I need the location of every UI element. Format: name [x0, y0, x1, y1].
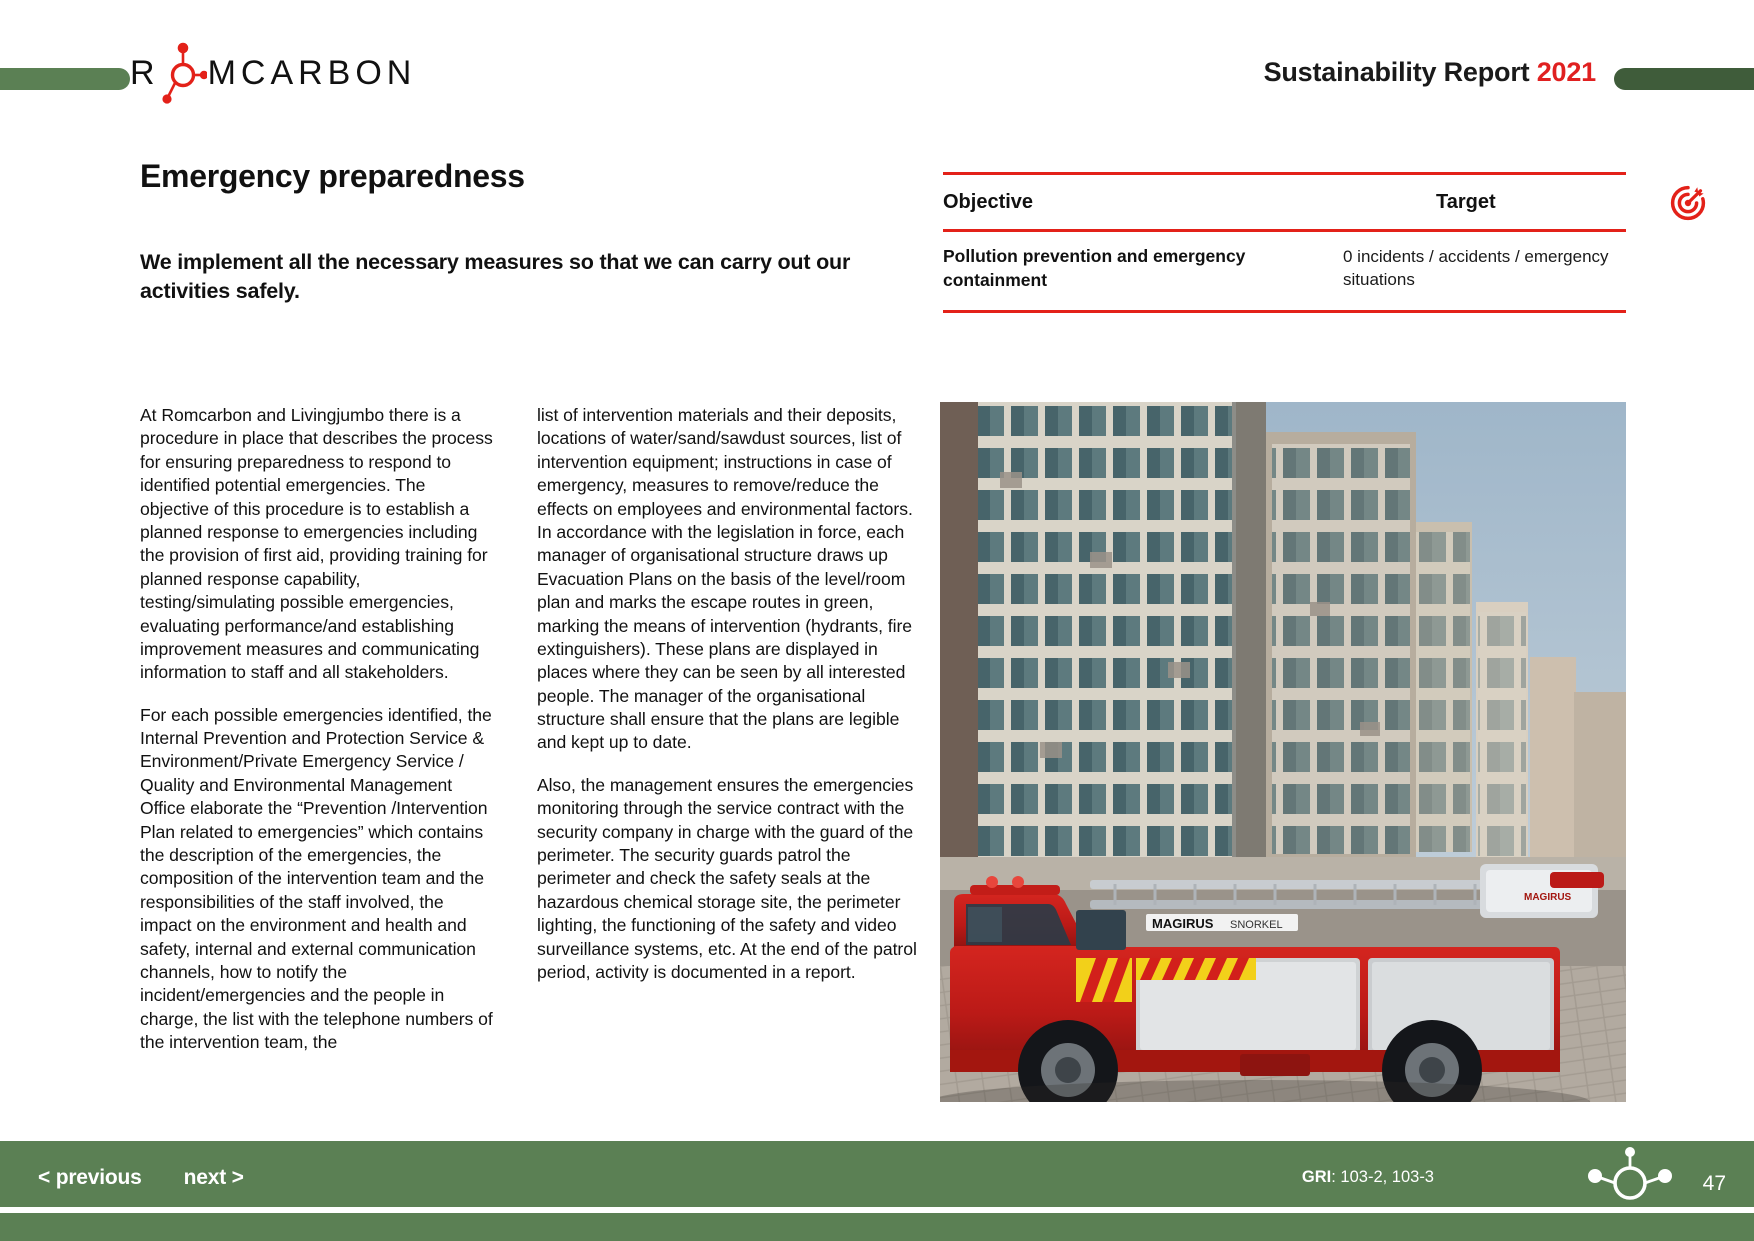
body-text-column-1: [140, 404, 498, 1055]
table-bottom-rule: [943, 310, 1626, 313]
footer-band: [0, 1141, 1754, 1207]
gri-reference: [1302, 1168, 1434, 1187]
page-number: 47: [1702, 1172, 1726, 1195]
gri-label: GRI: [1301, 1168, 1332, 1186]
page-lede: We implement all the necessary measures so that we can carry out our activities safely.: [140, 250, 851, 304]
page-navigation: [38, 1166, 244, 1190]
romcarbon-molecule-mark-icon: [1584, 1143, 1676, 1205]
report-title: [1264, 57, 1596, 88]
table-row: [943, 232, 1626, 310]
svg-text:MAGIRUS: MAGIRUS: [1152, 916, 1214, 931]
romcarbon-logo: [130, 48, 416, 98]
logo-text-prefix: R: [130, 54, 160, 92]
column-header-target: Target: [1436, 190, 1496, 213]
svg-text:MAGIRUS: MAGIRUS: [1524, 892, 1572, 903]
report-year: 2021: [1536, 57, 1596, 87]
cell-target: 0 incidents / accidents / emergency situations: [1343, 247, 1609, 290]
svg-text:SNORKEL: SNORKEL: [1230, 919, 1283, 931]
gri-codes: : 103-2, 103-3: [1331, 1168, 1434, 1186]
header-bar-right-decoration: [1614, 68, 1754, 90]
fire-truck-photo: [940, 402, 1626, 1102]
body-text-column-2: [537, 404, 919, 984]
page-title: Emergency preparedness: [140, 158, 525, 194]
table-header-row: [943, 175, 1626, 229]
paragraph: Also, the management ensures the emergencies monitoring through the service contract with the security company in charge with the guard of the perimeter. The security guards patrol the perimeter and check the safety seals at the hazardous chemical storage site, the perimeter lighting, the functioning of the safety and video surveillance systems, etc. At the end of the patrol period, activity is documented in a report.: [537, 774, 917, 982]
target-bullseye-icon: [1669, 183, 1709, 223]
next-page-link[interactable]: next >: [183, 1166, 244, 1189]
paragraph: For each possible emergencies identified, the Internal Prevention and Protection Service & Environment/Private Emergency Service / Quality and Environmental Management Office elaborate the “Prevention /Intervention Plan related to emergencies” which contains the description of the emergencies, the composition of the intervention team and the responsibilities of the staff involved, the impact on the environment and health and safety, internal and external communication channels, how to notify the incident/emergencies and the people in charge, the list with the telephone numbers of the intervention team, the: [140, 704, 493, 1053]
logo-text-suffix: MCARBON: [207, 54, 417, 92]
header-bar-left-decoration: [0, 68, 130, 90]
footer-band-lower: [0, 1213, 1754, 1241]
paragraph: list of intervention materials and their deposits, locations of water/sand/sawdust sources, list of intervention equipment; instructions in case of emergency, measures to remove/reduce the effects on employees and environmental factors. In accordance with the legislation in force, each manager of organisational structure draws up Evacuation Plans on the basis of the level/room plan and marks the escape routes in green, marking the means of intervention (hydrants, fire extinguishers). These plans are displayed in places where they can be seen by all interested people. The manager of the organisational structure shall ensure that the plans are legible and kept up to date.: [537, 405, 913, 753]
objective-target-table: [943, 172, 1626, 313]
page-header: [0, 0, 1754, 120]
paragraph: At Romcarbon and Livingjumbo there is a procedure in place that describes the process for ensuring preparedness to respond to identified potential emergencies. The objective of this procedure is to establish a planned response to emergencies including the provision of first aid, providing training for planned response capability, testing/simulating possible emergencies, evaluating performance/and establishing improvement measures and communicating information to staff and all stakeholders.: [140, 405, 493, 683]
previous-page-link[interactable]: < previous: [38, 1166, 142, 1189]
column-header-objective: Objective: [943, 190, 1034, 213]
romcarbon-molecule-logo-icon: [161, 42, 207, 104]
cell-objective: Pollution prevention and emergency containment: [943, 246, 1246, 290]
report-title-text: Sustainability Report: [1263, 57, 1537, 87]
